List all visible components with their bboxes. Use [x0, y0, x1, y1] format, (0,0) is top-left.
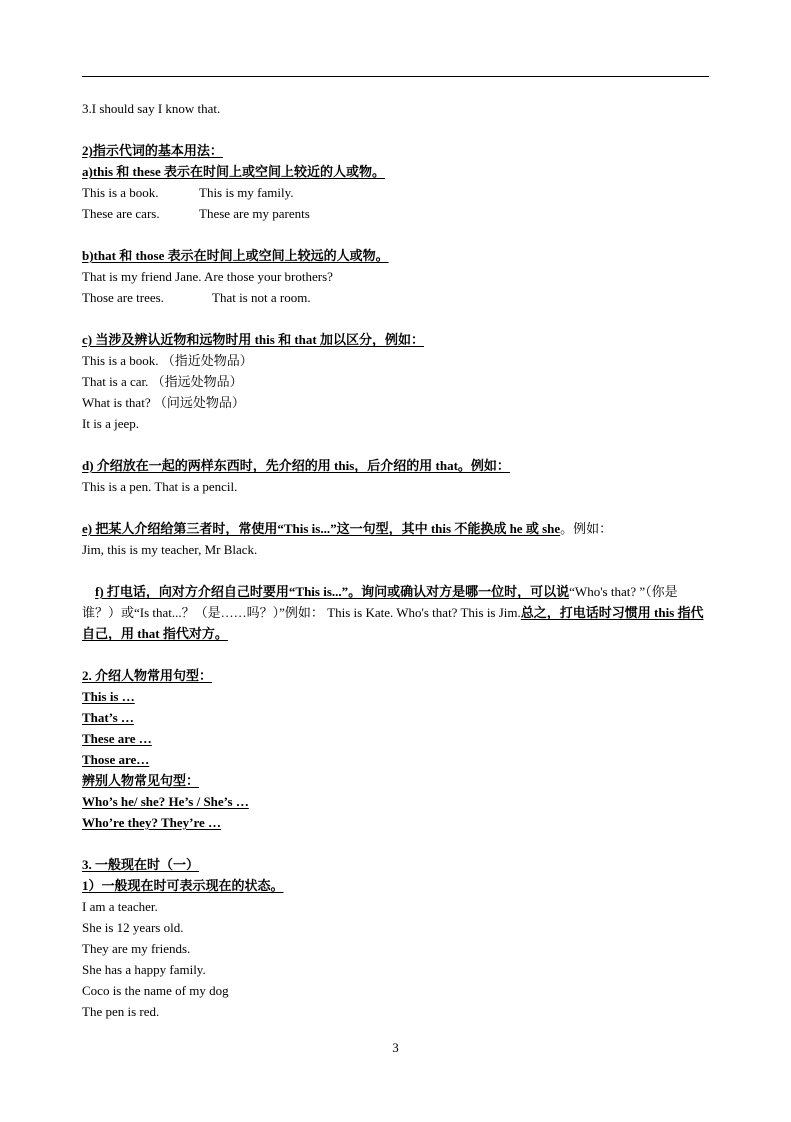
pattern-item: Those are… [82, 752, 150, 767]
header-rule [82, 76, 709, 77]
pattern-item: That’s … [82, 710, 134, 725]
example-row: These are cars. These are my parents [82, 206, 310, 221]
example-line: That is a car. （指远处物品） [82, 374, 243, 389]
pattern-item: 辨别人物常见句型： [82, 773, 200, 788]
page-content [82, 98, 712, 1022]
subheading-e: e) 把某人介绍给第三者时，常使用“This is...”这一句型，其中 this 不能换成 he 或 she。例如： [82, 521, 613, 536]
example-line: The pen is red. [82, 1004, 160, 1019]
subheading: 1）一般现在时可表示现在的状态。 [82, 878, 284, 893]
section-heading: 2. 介绍人物常用句型： [82, 668, 213, 683]
pattern-item: This is … [82, 689, 135, 704]
example-line: Coco is the name of my dog [82, 983, 229, 998]
top-line: 3.I should say I know that. [82, 101, 221, 116]
example-line: That is my friend Jane. Are those your brothers? [82, 269, 333, 284]
example-line: They are my friends. [82, 941, 191, 956]
pattern-item: These are … [82, 731, 152, 746]
section-heading: 3. 一般现在时（一） [82, 857, 200, 872]
subheading-d: d) 介绍放在一起的两样东西时，先介绍的用 this，后介绍的用 that。例如： [82, 458, 510, 473]
example-line: She has a happy family. [82, 962, 206, 977]
example-line: She is 12 years old. [82, 920, 184, 935]
example-row: Those are trees. That is not a room. [82, 290, 311, 305]
example-line: I am a teacher. [82, 899, 158, 914]
page-number: 3 [392, 1040, 399, 1055]
section-heading: 2)指示代词的基本用法： [82, 143, 223, 158]
paragraph-f: f) 打电话，向对方介绍自己时要用“This is...”。询问或确认对方是哪一位时，可以说“Who's that? ”（你是谁？）或“Is that...？（是……吗？）”例如： This is Kate. Who's that? This is Jim.总之，打电话时习惯用 this 指代自己，用 that 指代对方。 [82, 584, 704, 641]
pattern-item: Who’re they? They’re … [82, 815, 222, 830]
example-line: This is a pen. That is a pencil. [82, 479, 238, 494]
subheading-a: a)this 和 these 表示在时间上或空间上较近的人或物。 [82, 164, 385, 179]
example-line: This is a book. （指近处物品） [82, 353, 253, 368]
example-row: This is a book. This is my family. [82, 185, 294, 200]
subheading-c: c) 当涉及辨认近物和远物时用 this 和 that 加以区分，例如： [82, 332, 424, 347]
example-line: Jim, this is my teacher, Mr Black. [82, 542, 258, 557]
subheading-b: b)that 和 those 表示在时间上或空间上较远的人或物。 [82, 248, 389, 263]
example-line: It is a jeep. [82, 416, 140, 431]
example-line: What is that? （问远处物品） [82, 395, 245, 410]
pattern-item: Who’s he/ she? He’s / She’s … [82, 794, 249, 809]
